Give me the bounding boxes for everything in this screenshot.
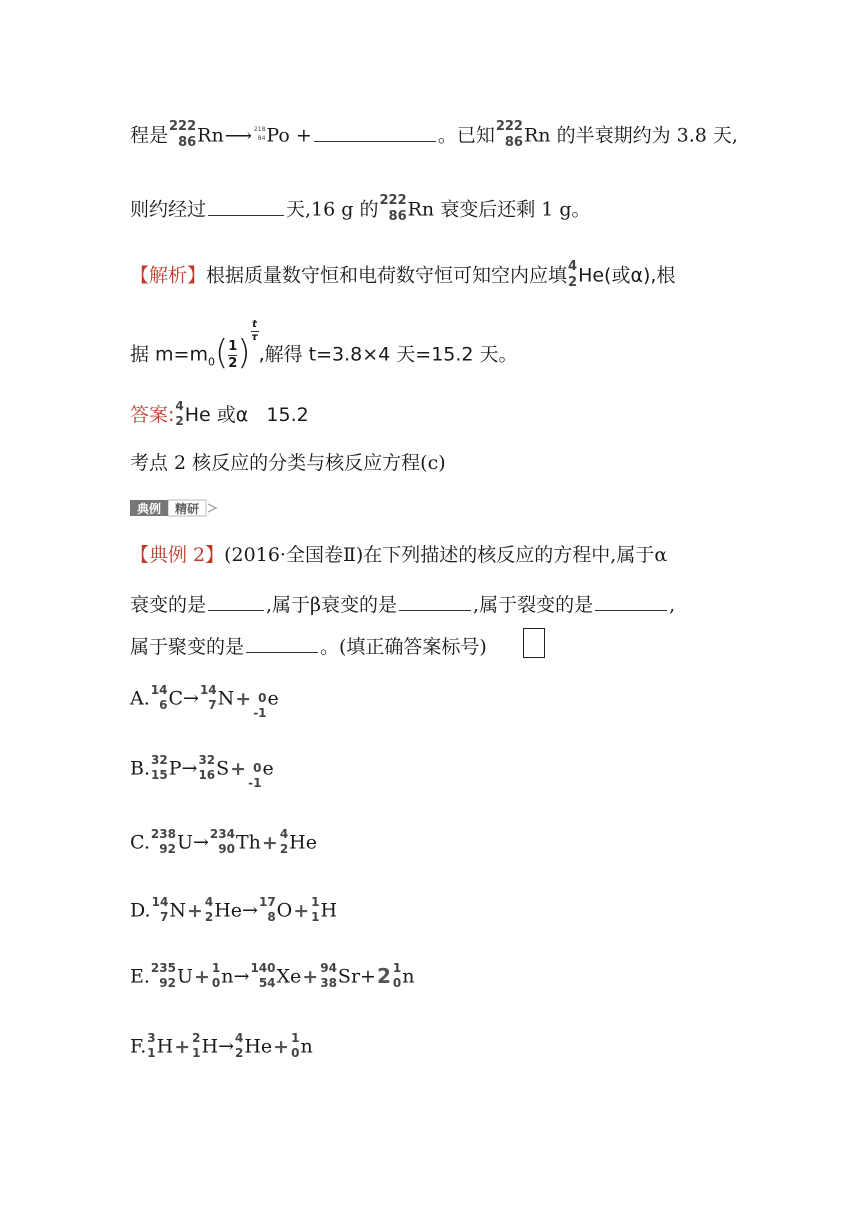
atomic-number: 1: [192, 1046, 201, 1060]
isotope-he: [175, 400, 183, 427]
option-a: [130, 683, 279, 720]
equation-text: e: [267, 687, 279, 710]
isotope: [147, 1032, 155, 1059]
atomic-number: 54: [258, 976, 276, 990]
option-c: [130, 827, 317, 857]
mass-number: 17: [258, 895, 276, 909]
equation-text: →: [181, 757, 198, 780]
equation-text: C: [168, 687, 184, 710]
mass-number: 140: [250, 961, 276, 975]
text: 天,16 g 的: [286, 198, 379, 221]
isotope: [151, 962, 176, 989]
option-label: D.: [130, 899, 151, 922]
mass-number: 0: [258, 691, 267, 705]
equation-text: N: [217, 687, 235, 710]
atomic-number: -1: [253, 706, 267, 720]
mass-number: 222: [495, 119, 523, 134]
isotope: [393, 962, 401, 989]
text: 则约经过: [130, 198, 207, 221]
option-label: A.: [130, 687, 150, 710]
option-d: [130, 895, 338, 925]
equation-text: O: [276, 899, 293, 922]
text: ,: [669, 594, 676, 616]
equation-text: →: [192, 831, 209, 854]
problem-line-2: [130, 193, 591, 225]
atomic-number: 0: [392, 976, 402, 990]
atomic-number: 90: [218, 842, 235, 856]
subscript: 0: [207, 355, 215, 369]
atomic-number: 2: [234, 1046, 244, 1060]
isotope: [280, 828, 288, 855]
equation-text: n: [402, 965, 415, 988]
isotope: [212, 962, 220, 989]
answer-line: [130, 399, 309, 429]
mass-number: 32: [151, 753, 168, 767]
atomic-number: 15: [151, 768, 168, 782]
answer-blank[interactable]: [208, 609, 264, 611]
equation-text: 1: [228, 338, 238, 354]
plus-sign: +: [302, 965, 319, 988]
equation-text: →: [242, 899, 258, 922]
mass-number: 218: [253, 126, 266, 133]
text: He(或α),根: [578, 264, 676, 287]
plus-sign: +: [230, 757, 247, 780]
isotope-po: [254, 127, 265, 142]
atomic-number: 1: [311, 910, 320, 924]
mass-number: 14: [151, 895, 169, 909]
text: ,属于裂变的是: [473, 594, 594, 616]
equation-text: →: [218, 1035, 234, 1058]
answer-text: He 或α 15.2: [184, 404, 309, 426]
atomic-number: 1: [147, 1046, 156, 1060]
mass-number: 14: [199, 683, 217, 697]
exponent: [251, 320, 259, 343]
equation-text: t: [252, 319, 257, 330]
isotope: [151, 754, 168, 781]
text: Po: [266, 124, 290, 147]
atomic-number: -1: [248, 776, 262, 790]
mass-number: 222: [379, 193, 407, 208]
fraction: [228, 340, 237, 370]
plus-sign: +: [186, 899, 203, 922]
text: (2016·全国卷Ⅱ)在下列描述的核反应的方程中,属于α: [224, 544, 668, 566]
plus-sign: +: [261, 831, 278, 854]
isotope-he: [568, 260, 577, 289]
isotope: [210, 828, 235, 855]
isotope: [253, 692, 266, 719]
isotope: [311, 896, 319, 923]
atomic-number: 0: [291, 1046, 300, 1060]
mass-number: 1: [291, 1031, 300, 1045]
isotope-rn: [169, 120, 196, 149]
mass-number: 4: [568, 259, 578, 274]
mass-number: 14: [150, 683, 168, 697]
equation-text: n: [300, 1035, 313, 1058]
equation-text: H: [201, 1035, 219, 1058]
atomic-number: 2: [568, 275, 578, 290]
plus-sign: +: [174, 1035, 191, 1058]
equation-text: P: [168, 757, 182, 780]
answer-blank[interactable]: [314, 140, 436, 142]
example-tag: 【典例 2】: [130, 544, 225, 566]
mass-number: 0: [253, 761, 262, 775]
answer-blank[interactable]: [399, 609, 471, 611]
isotope: [235, 1032, 243, 1059]
equation-text: n: [221, 965, 234, 988]
text: 属于聚变的是: [130, 636, 245, 658]
text: 据 m=m: [130, 343, 208, 366]
left-paren: (: [214, 333, 229, 373]
answer-label: 答案:: [130, 404, 175, 426]
arrow-icon: ⟶: [224, 124, 252, 147]
isotope: [320, 962, 337, 989]
option-label: E.: [130, 965, 150, 988]
example-line-1: [130, 546, 667, 565]
mass-number: 4: [175, 399, 184, 413]
analysis-line-2: [130, 319, 518, 373]
equation-text: 精研: [174, 502, 200, 516]
atomic-number: 7: [159, 910, 169, 924]
atomic-number: 86: [178, 135, 197, 150]
text: Rn: [197, 124, 224, 147]
equation-text: Sr+: [337, 965, 376, 988]
equation-text: 典例: [136, 502, 162, 516]
equation-text: Xe: [276, 965, 302, 988]
equation-text: H: [320, 899, 338, 922]
plus-sign: +: [273, 1035, 290, 1058]
equation-text: τ: [251, 332, 258, 343]
atomic-number: 6: [159, 698, 168, 712]
atomic-number: 92: [159, 842, 176, 856]
mass-number: 235: [150, 961, 176, 975]
equation-text: U: [176, 965, 193, 988]
problem-line-1: [130, 119, 738, 151]
equation-text: Th: [235, 831, 261, 854]
isotope: [248, 762, 261, 789]
atomic-number: 2: [204, 910, 214, 924]
mass-number: 1: [311, 895, 320, 909]
isotope: [200, 684, 217, 711]
text: ,解得 t=3.8×4 天=15.2 天。: [258, 343, 518, 366]
mass-number: 32: [198, 753, 216, 767]
isotope-rn: [496, 120, 523, 149]
mass-number: 222: [169, 119, 197, 134]
isotope: [151, 828, 176, 855]
mass-number: 94: [320, 961, 337, 975]
plus-sign: +: [194, 965, 210, 988]
equation-text: He: [244, 1035, 273, 1058]
isotope: [259, 896, 276, 923]
example-line-2: [130, 596, 675, 615]
option-e: [130, 961, 415, 991]
text: Rn 衰变后还剩 1 g。: [407, 198, 591, 221]
mass-number: 4: [279, 827, 289, 841]
answer-blank[interactable]: [595, 609, 667, 611]
mass-number: 2: [192, 1031, 201, 1045]
mass-number: 4: [234, 1031, 244, 1045]
mass-number: 1: [211, 961, 221, 975]
right-paren: ): [237, 333, 251, 373]
equation-text: →: [233, 965, 250, 988]
mass-number: 1: [392, 961, 402, 975]
atomic-number: 0: [211, 976, 221, 990]
equation-text: S: [216, 757, 230, 780]
atomic-number: 86: [504, 135, 523, 150]
isotope: [152, 896, 169, 923]
mass-number: 3: [147, 1031, 156, 1045]
text: ,属于β衰变的是: [266, 594, 398, 616]
equation-text: He: [214, 899, 243, 922]
analysis-line-1: [130, 259, 676, 291]
atomic-number: 8: [267, 910, 276, 924]
isotope: [250, 962, 275, 989]
atomic-number: 38: [320, 976, 337, 990]
plus-sign: +: [235, 687, 252, 710]
isotope: [192, 1032, 200, 1059]
option-b: [130, 753, 274, 790]
isotope: [291, 1032, 299, 1059]
answer-blank[interactable]: [208, 214, 284, 216]
mass-number: 4: [204, 895, 214, 909]
equation-text: [208, 504, 216, 512]
option-label: F.: [130, 1035, 147, 1058]
answer-blank[interactable]: [246, 651, 318, 653]
isotope-c14: [151, 684, 168, 711]
isotope: [198, 754, 215, 781]
option-label: C.: [130, 831, 150, 854]
equation-text: U: [176, 831, 193, 854]
answer-box[interactable]: [523, 628, 545, 658]
isotope-rn: [379, 194, 406, 223]
mass-number: 238: [150, 827, 176, 841]
badge-icon: [130, 498, 220, 518]
text: Rn 的半衰期约为 3.8 天,: [523, 124, 738, 147]
atomic-number: 84: [257, 135, 266, 142]
atomic-number: 86: [388, 209, 407, 224]
text: 程是: [130, 124, 169, 147]
text: 衰变的是: [130, 594, 207, 616]
atomic-number: 2: [279, 842, 289, 856]
option-f: [130, 1031, 313, 1061]
atomic-number: 92: [159, 976, 176, 990]
text: 根据质量数守恒和电荷数守恒可知空内应填: [206, 264, 568, 287]
equation-text: H: [156, 1035, 174, 1058]
option-label: B.: [130, 757, 151, 780]
example-line-3: [130, 638, 487, 657]
isotope: [205, 896, 213, 923]
plus-sign: +: [293, 899, 310, 922]
mass-number: 234: [209, 827, 235, 841]
atomic-number: 7: [208, 698, 217, 712]
section-title: 考点 2 核反应的分类与核反应方程(c): [130, 452, 446, 474]
analysis-tag: 【解析】: [130, 264, 207, 287]
equation-text: e: [262, 757, 274, 780]
text: +: [295, 124, 312, 147]
atomic-number: 16: [198, 768, 216, 782]
equation-text: →: [183, 687, 199, 710]
text: 。(填正确答案标号): [320, 636, 487, 658]
equation-text: He: [289, 831, 317, 854]
equation-text: 2: [228, 355, 238, 371]
plus-sign: 2: [376, 963, 391, 988]
text: 。已知: [437, 124, 495, 147]
atomic-number: 2: [175, 414, 184, 428]
equation-text: N: [169, 899, 186, 922]
